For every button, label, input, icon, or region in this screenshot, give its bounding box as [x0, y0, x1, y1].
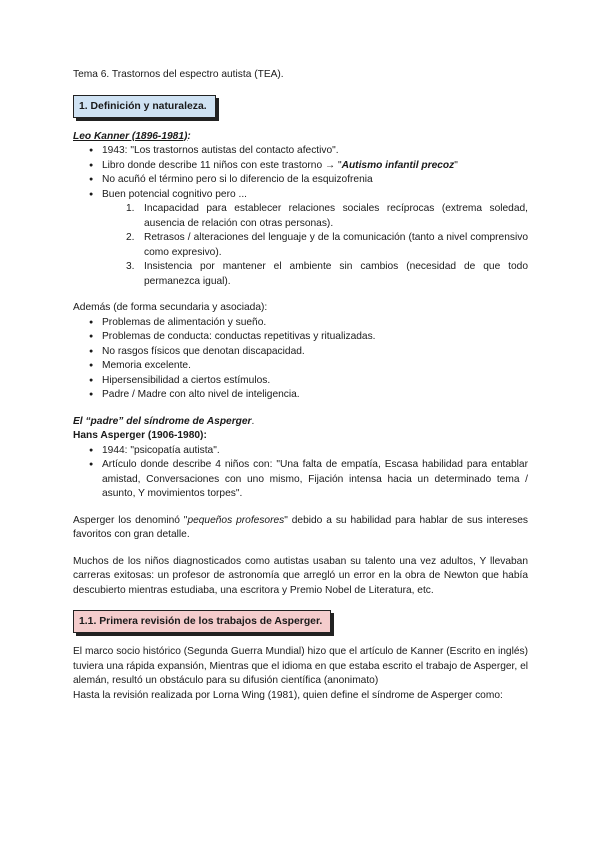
- list-item-text-end: ": [454, 159, 458, 171]
- item-number: 1.: [126, 203, 135, 214]
- ademas-bullet-list: [73, 316, 528, 403]
- list-item: ● Memoria excelente.: [91, 359, 528, 374]
- asperger-colon: :: [203, 430, 207, 441]
- kanner-name: Leo Kanner (1896-1981): [73, 130, 188, 142]
- section-1-1-heading: 1.1. Primera revisión de los trabajos de Asperger.: [73, 610, 331, 633]
- asperger-bullet-list: [73, 444, 528, 502]
- asperger-paragraph-2: Muchos de los niños diagnosticados como autistas usaban su talento una vez adultos, Y llevaban carreras exitosas: un profesor de astronomía que arregló un error en la obra de Newton que había descubierto mientras estudiaba, una escritora y Premio Nobel de Literatura, etc.: [73, 555, 528, 596]
- section-1-1-paragraph-1: El marco socio histórico (Segunda Guerra Mundial) hizo que el artículo de Kanner (Escrito en inglés) tuviera una rápida expansión, Mientras que el idioma en que estaba escrito el trabajo de Asperger, el alemán, resultó un obstáculo para su difusión científica (anonimato): [73, 646, 528, 686]
- numbered-item: [126, 231, 528, 260]
- list-item: ● Padre / Madre con alto nivel de inteligencia.: [91, 388, 528, 403]
- asperger-paragraph-1: [73, 514, 528, 543]
- list-item: ● Problemas de alimentación y sueño.: [91, 316, 528, 331]
- ademas-intro: Además (de forma secundaria y asociada):: [73, 302, 268, 313]
- list-item-text: Libro donde describe 11 niños con este trastorno → ": [102, 159, 342, 171]
- item-text: Retrasos / alteraciones del lenguaje y de la comunicación (tanto a nivel comprensivo como expresivo).: [144, 232, 528, 258]
- list-item: ● 1944: "psicopatía autista".: [91, 444, 528, 459]
- list-item-text: No acuñó el término pero si lo diferencio de la esquizofrenia: [102, 174, 373, 185]
- list-item: ● Problemas de conducta: conductas repetitivas y ritualizadas.: [91, 330, 528, 345]
- paragraph-text: Asperger los denominó ": [73, 514, 188, 526]
- asperger-heading: [73, 415, 528, 430]
- kanner-bullet-list: [73, 144, 528, 202]
- document-page: [73, 68, 528, 703]
- kanner-heading: [73, 130, 528, 145]
- list-item: ● Hipersensibilidad a ciertos estímulos.: [91, 374, 528, 389]
- section-1-1-paragraph-2: Hasta la revisión realizada por Lorna Wing (1981), quien define el síndrome de Asperger como:: [73, 689, 503, 701]
- document-title: Tema 6. Trastornos del espectro autista (TEA).: [73, 69, 284, 80]
- list-item: ● Artículo donde describe 4 niños con: "Una falta de empatía, Escasa habilidad para entablar amistad, Conversaciones con uno mismo, Fijación intensa hacia un determinado tema / asunto, Y movimientos torpes".: [91, 458, 528, 502]
- asperger-name-line: [73, 429, 528, 444]
- numbered-item: [126, 202, 528, 231]
- asperger-name: Hans Asperger (1906-1980): [73, 430, 204, 441]
- section-1-heading-wrapper: [73, 95, 528, 118]
- italic-term: pequeños profesores: [187, 514, 285, 526]
- section-1-heading: 1. Definición y naturaleza.: [73, 95, 216, 118]
- list-item: [91, 144, 528, 159]
- paragraph-text-end: " debido a su habilidad para hablar de sus intereses favoritos con gran detalle.: [73, 514, 529, 540]
- item-text: Incapacidad para establecer relaciones sociales recíprocas (extrema soledad, ausencia de relación con otras personas).: [144, 203, 528, 229]
- list-item: [91, 159, 528, 174]
- asperger-heading-end: .: [251, 415, 255, 427]
- list-item: ● No rasgos físicos que denotan discapacidad.: [91, 345, 528, 360]
- list-item: [91, 173, 528, 188]
- asperger-heading-text: El “padre” del síndrome de Asperger: [73, 415, 252, 427]
- item-number: 3.: [126, 261, 135, 272]
- kanner-colon: :: [187, 130, 191, 142]
- list-item-text: Buen potencial cognitivo pero ...: [102, 188, 247, 200]
- item-number: 2.: [126, 232, 135, 243]
- highlight-term: Autismo infantil precoz: [341, 159, 455, 171]
- kanner-numbered-list: [73, 202, 528, 289]
- section-1-1-heading-wrapper: [73, 610, 528, 633]
- list-item-text: 1943: "Los trastornos autistas del contacto afectivo".: [102, 145, 339, 156]
- numbered-item: [126, 260, 528, 289]
- list-item: [91, 188, 528, 203]
- item-text: Insistencia por mantener el ambiente sin cambios (necesidad de que todo permanezca igual).: [144, 261, 528, 287]
